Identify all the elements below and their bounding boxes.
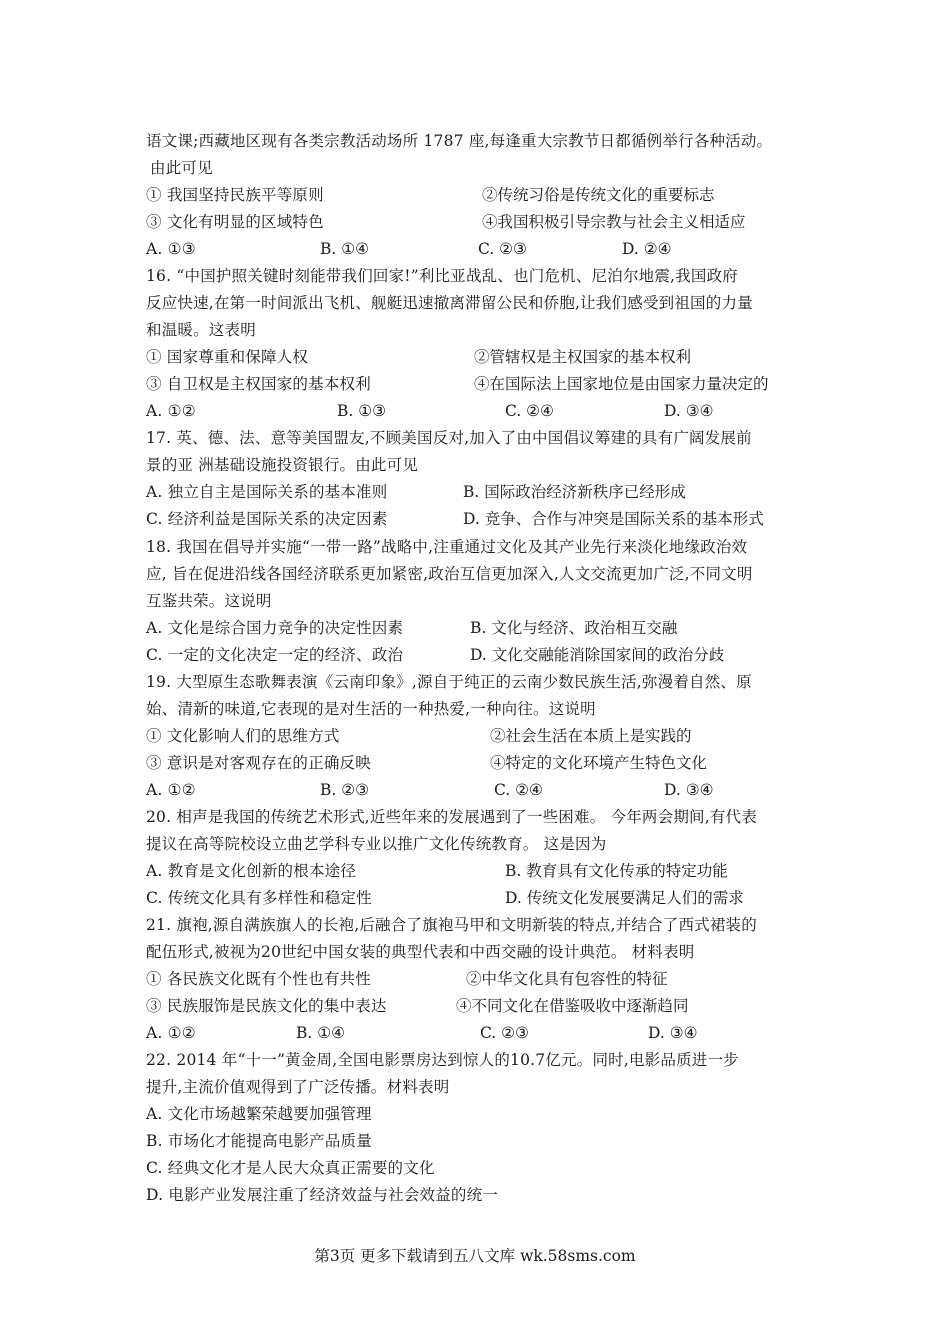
q22-stem-line: 22. 2014 年“十一”黄金周,全国电影票房达到惊人的10.7亿元。同时,电影品质进一步 — [146, 1051, 739, 1069]
q17-stem-line: 17. 英、德、法、意等美国盟友,不顾美国反对,加入了由中国倡议筹建的具有广阔发展前 — [146, 429, 752, 447]
q15-choice-c: C. ②③ — [478, 240, 527, 258]
q22-option-c: C. 经典文化才是人民大众真正需要的文化 — [146, 1159, 435, 1177]
q15-choice-d: D. ②④ — [622, 240, 672, 258]
q17-option-a: A. 独立自主是国际关系的基本准则 — [146, 483, 388, 501]
q22-option-b: B. 市场化才能提高电影产品质量 — [146, 1132, 372, 1150]
q18-stem-line: 应, 旨在促进沿线各国经济联系更加紧密,政治互信更加深入,人文交流更加广泛,不同文明 — [146, 565, 753, 583]
q16-stem-line: 反应快速,在第一时间派出飞机、舰艇迅速撤离滞留公民和侨胞,让我们感受到祖国的力量 — [146, 294, 753, 312]
q17-stem-line: 景的亚 洲基础设施投资银行。由此可见 — [146, 456, 419, 474]
q16-stem-line: 和温暖。这表明 — [146, 321, 256, 339]
q19-stem-line: 19. 大型原生态歌舞表演《云南印象》,源自于纯正的云南少数民族生活,弥漫着自然、原 — [146, 673, 752, 691]
q19-choice-b: B. ②③ — [320, 781, 370, 799]
q19-choice-a: A. ①② — [146, 781, 196, 799]
q15-choice-a: A. ①③ — [146, 240, 196, 258]
q21-stem-line: 21. 旗袍,源自满族旗人的长袍,后融合了旗袍马甲和文明新装的特点,并结合了西式裙装的 — [146, 916, 757, 934]
q18-option-a: A. 文化是综合国力竞争的决定性因素 — [146, 619, 404, 637]
q19-statement-4: ④特定的文化环境产生特色文化 — [490, 754, 708, 772]
q22-option-d: D. 电影产业发展注重了经济效益与社会效益的统一 — [146, 1186, 499, 1204]
q20-option-d: D. 传统文化发展要满足人们的需求 — [505, 889, 744, 907]
q21-choice-b: B. ①④ — [296, 1024, 346, 1042]
q16-statement-1: ① 国家尊重和保障人权 — [146, 348, 309, 366]
q21-statement-4: ④不同文化在借鉴吸收中逐渐趋同 — [456, 997, 689, 1015]
q21-choice-c: C. ②③ — [480, 1024, 529, 1042]
q19-statement-1: ① 文化影响人们的思维方式 — [146, 727, 340, 745]
q16-stem-line: 16. “中国护照关键时刻能带我们回家!”利比亚战乱、也门危机、尼泊尔地震,我国政府 — [146, 267, 738, 285]
q21-choice-a: A. ①② — [146, 1024, 196, 1042]
q19-statement-2: ②社会生活在本质上是实践的 — [490, 727, 692, 745]
q16-choice-d: D. ③④ — [664, 402, 714, 420]
page-footer: 第3页 更多下载请到五八文库 wk.58sms.com — [314, 1247, 636, 1265]
q18-option-d: D. 文化交融能消除国家间的政治分歧 — [470, 646, 725, 664]
q16-choice-a: A. ①② — [146, 402, 196, 420]
q20-option-b: B. 教育具有文化传承的特定功能 — [505, 862, 728, 880]
q15-statement-4: ④我国积极引导宗教与社会主义相适应 — [482, 213, 746, 231]
q16-choice-c: C. ②④ — [505, 402, 554, 420]
q21-statement-2: ②中华文化具有包容性的特征 — [466, 970, 668, 988]
q19-choice-d: D. ③④ — [664, 781, 714, 799]
q19-stem-line: 始、清新的味道,它表现的是对生活的一种热爱,一种向往。这说明 — [146, 700, 596, 718]
q20-stem-line: 20. 相声是我国的传统艺术形式,近些年来的发展遇到了一些困难。 今年两会期间,有代表 — [146, 808, 757, 826]
q17-option-d: D. 竞争、合作与冲突是国际关系的基本形式 — [463, 510, 764, 528]
q17-option-c: C. 经济利益是国际关系的决定因素 — [146, 510, 388, 528]
q19-statement-3: ③ 意识是对客观存在的正确反映 — [146, 754, 371, 772]
q16-statement-4: ④在国际法上国家地位是由国家力量决定的 — [474, 375, 769, 393]
q16-statement-2: ②管辖权是主权国家的基本权利 — [474, 348, 692, 366]
q21-stem-line: 配伍形式,被视为20世纪中国女装的典型代表和中西交融的设计典范。 材料表明 — [146, 943, 695, 961]
q15-stem-line: 由此可见 — [150, 159, 213, 177]
q15-choice-b: B. ①④ — [320, 240, 370, 258]
q22-option-a: A. 文化市场越繁荣越要加强管理 — [146, 1105, 372, 1123]
q19-choice-c: C. ②④ — [494, 781, 543, 799]
q16-statement-3: ③ 自卫权是主权国家的基本权利 — [146, 375, 371, 393]
q17-option-b: B. 国际政治经济新秩序已经形成 — [463, 483, 686, 501]
q18-stem-line: 互鉴共荣。这说明 — [146, 592, 272, 610]
q20-option-a: A. 教育是文化创新的根本途径 — [146, 862, 357, 880]
q18-option-c: C. 一定的文化决定一定的经济、政治 — [146, 646, 404, 664]
q22-stem-line: 提升,主流价值观得到了广泛传播。材料表明 — [146, 1078, 450, 1096]
q15-statement-3: ③ 文化有明显的区域特色 — [146, 213, 324, 231]
q21-statement-1: ① 各民族文化既有个性也有共性 — [146, 970, 371, 988]
q16-choice-b: B. ①③ — [337, 402, 387, 420]
q15-statement-2: ②传统习俗是传统文化的重要标志 — [482, 186, 715, 204]
q21-choice-d: D. ③④ — [648, 1024, 698, 1042]
q18-stem-line: 18. 我国在倡导并实施“一带一路”战略中,注重通过文化及其产业先行来淡化地缘政治效 — [146, 538, 748, 556]
q20-stem-line: 提议在高等院校设立曲艺学科专业以推广文化传统教育。 这是因为 — [146, 835, 607, 853]
q21-statement-3: ③ 民族服饰是民族文化的集中表达 — [146, 997, 387, 1015]
q20-option-c: C. 传统文化具有多样性和稳定性 — [146, 889, 372, 907]
q18-option-b: B. 文化与经济、政治相互交融 — [470, 619, 678, 637]
q15-statement-1: ① 我国坚持民族平等原则 — [146, 186, 324, 204]
q15-stem-line: 语文课;西藏地区现有各类宗教活动场所 1787 座,每逢重大宗教节日都循例举行各种活动。 — [146, 132, 773, 150]
